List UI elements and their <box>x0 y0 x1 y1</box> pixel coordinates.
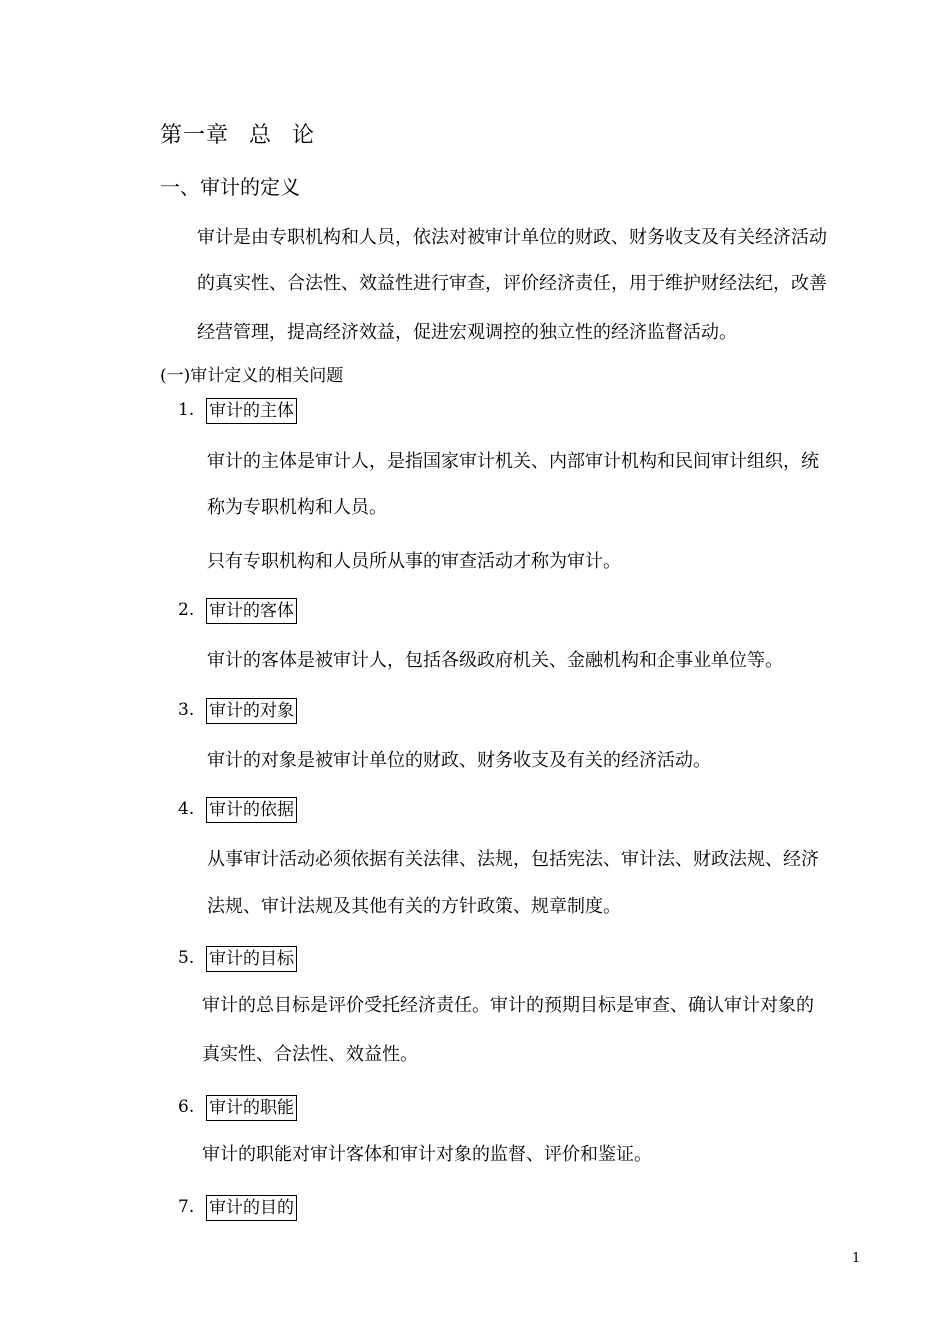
item-number: 3. <box>178 700 195 720</box>
item-text-line: 审计的总目标是评价受托经济责任。审计的预期目标是审查、确认审计对象的 <box>202 995 814 1016</box>
chapter-title-second: 论 <box>292 123 316 148</box>
item-text-line: 审计的对象是被审计单位的财政、财务收支及有关的经济活动。 <box>207 750 711 771</box>
chapter-title-first: 总 <box>249 123 273 148</box>
item-number: 6. <box>178 1097 195 1117</box>
item-text-line: 从事审计活动必须依据有关法律、法规，包括宪法、审计法、财政法规、经济 <box>207 849 819 870</box>
item-text-line: 称为专职机构和人员。 <box>207 497 387 518</box>
item-title-box: 审计的主体 <box>206 398 297 424</box>
item-number: 2. <box>178 600 195 620</box>
item-title-box: 审计的客体 <box>206 598 297 624</box>
item-text-line: 法规、审计法规及其他有关的方针政策、规章制度。 <box>207 896 621 917</box>
item-number: 4. <box>178 799 195 819</box>
item-text-line: 审计的主体是审计人，是指国家审计机关、内部审计机构和民间审计组织，统 <box>207 451 819 472</box>
definition-line-1: 审计是由专职机构和人员，依法对被审计单位的财政、财务收支及有关经济活动 <box>197 227 827 248</box>
definition-line-3: 经营管理，提高经济效益，促进宏观调控的独立性的经济监督活动。 <box>197 322 737 343</box>
item-number: 5. <box>178 948 195 968</box>
section-heading: 一、审计的定义 <box>160 175 300 199</box>
item-text-line: 审计的职能对审计客体和审计对象的监督、评价和鉴证。 <box>202 1144 652 1165</box>
item-text-line: 审计的客体是被审计人，包括各级政府机关、金融机构和企事业单位等。 <box>207 650 783 671</box>
item-title-box: 审计的依据 <box>206 797 297 823</box>
page-number: 1 <box>852 1251 861 1266</box>
definition-line-2: 的真实性、合法性、效益性进行审查，评价经济责任，用于维护财经法纪，改善 <box>197 273 827 294</box>
item-title-box: 审计的对象 <box>206 698 297 724</box>
subsection-heading: (一)审计定义的相关问题 <box>160 366 344 386</box>
chapter-number: 第一章 <box>160 123 230 148</box>
item-number: 7. <box>178 1197 195 1217</box>
item-title-box: 审计的目的 <box>206 1195 297 1221</box>
item-title-box: 审计的目标 <box>206 946 297 972</box>
item-text-line: 真实性、合法性、效益性。 <box>202 1044 418 1065</box>
item-text-line: 只有专职机构和人员所从事的审查活动才称为审计。 <box>207 551 621 572</box>
item-number: 1. <box>178 400 195 420</box>
item-title-box: 审计的职能 <box>206 1095 297 1121</box>
chapter-heading <box>160 118 315 149</box>
